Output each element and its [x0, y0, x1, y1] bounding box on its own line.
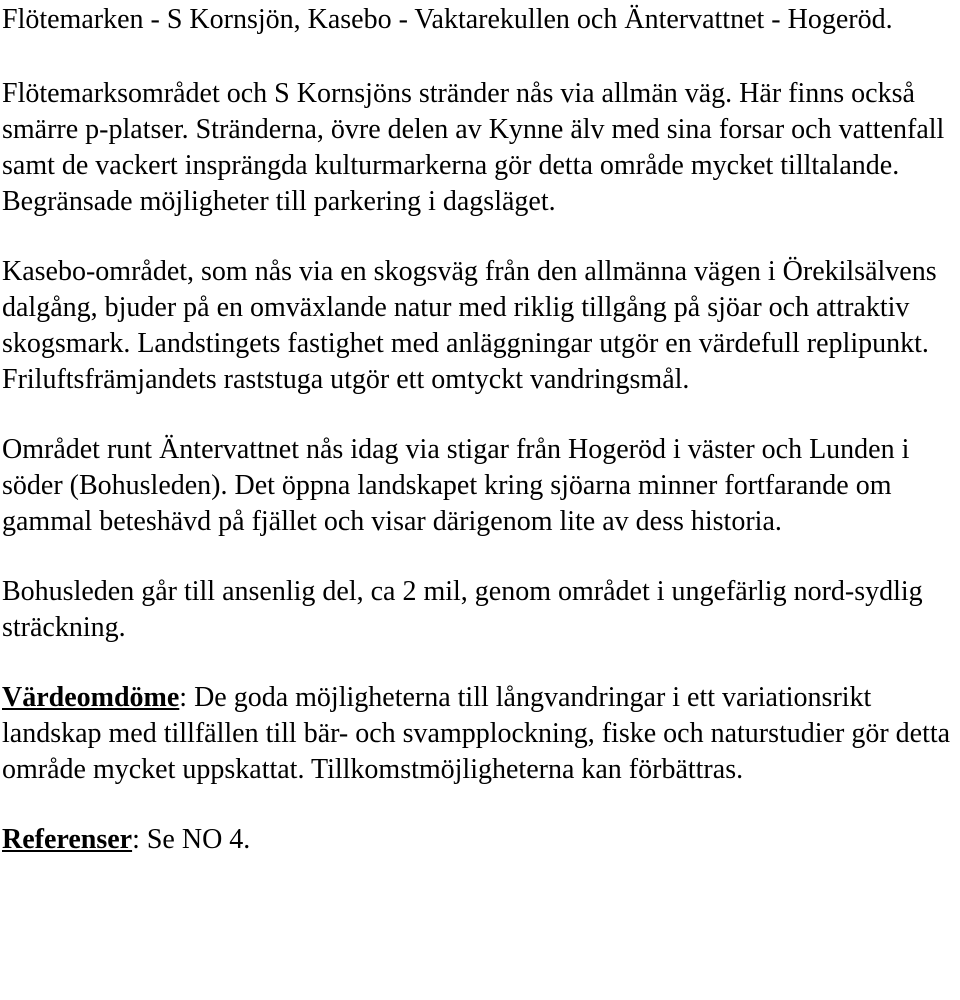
paragraph-assessment	[2, 680, 956, 788]
paragraph-kasebo: Kasebo-området, som nås via en skogsväg från den allmänna vägen i Örekilsälvens dalgång, bjuder på en omväxlande natur med riklig tillgång på sjöar och attraktiv skogsmark. Landstingets fastighet med anläggningar utgör en värdefull replipunkt. Friluftsfrämjandets raststuga utgör ett omtyckt vandringsmål.	[2, 256, 937, 395]
assessment-text: : De goda möjligheterna till långvandringar i ett variationsrikt landskap med tillfällen till bär- och svampplockning, fiske och naturstudier gör detta område mycket uppskattat. Tillkomstmöjligheterna kan förbättras.	[2, 682, 951, 785]
paragraph-bohusleden: Bohusleden går till ansenlig del, ca 2 mil, genom området i ungefärlig nord-sydlig sträckning.	[2, 576, 923, 643]
references-label: Referenser	[2, 824, 133, 855]
assessment-label: Värdeomdöme	[2, 682, 180, 713]
references-text: : Se NO 4.	[132, 824, 251, 855]
paragraph-antervattnet: Området runt Äntervattnet nås idag via stigar från Hogeröd i väster och Lunden i söder (Bohusleden). Det öppna landskapet kring sjöarna minner fortfarande om gammal beteshävd på fjället och visar därigenom lite av dess historia.	[2, 434, 910, 537]
document-title: Flötemarken - S Kornsjön, Kasebo - Vaktarekullen och Äntervattnet - Hogeröd.	[2, 4, 893, 35]
paragraph-references	[2, 822, 956, 858]
paragraph-flotemarken: Flötemarksområdet och S Kornsjöns stränder nås via allmän väg. Här finns också smärre p-platser. Stränderna, övre delen av Kynne älv med sina forsar och vattenfall samt de vackert insprängda kulturmarkerna gör detta område mycket tilltalande. Begränsade möjligheter till parkering i dagsläget.	[2, 78, 945, 217]
